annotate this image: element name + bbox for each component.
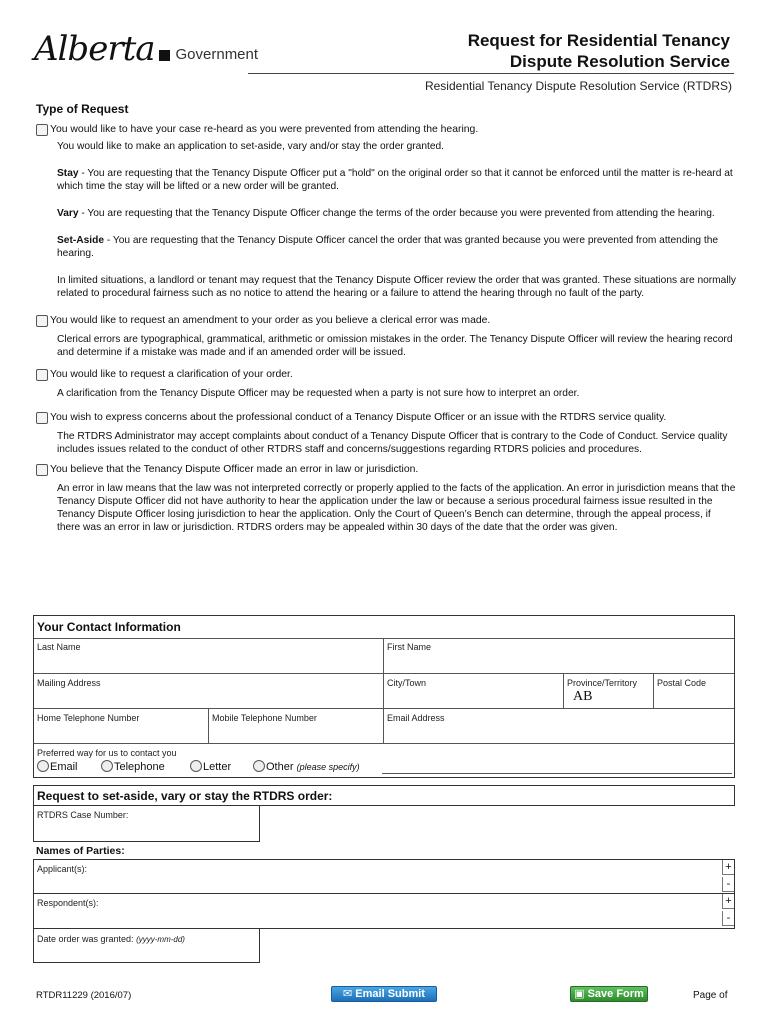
alberta-logo [34,29,259,69]
clarification-paragraph: A clarification from the Tenancy Dispute Officer may be requested when a party is not sure how to interpret an order. [57,388,580,399]
save-form-button[interactable]: ▣ Save Form [570,986,648,1002]
home-telephone-label: Home Telephone Number [37,713,140,723]
setaside-text: - You are requesting that the Tenancy Dispute Officer cancel the order that was granted because you were prevented from attending the hearing. [57,235,719,259]
clarification-checkbox[interactable] [36,369,48,381]
form-title-line1: Request for Residential Tenancy [467,31,730,50]
logo-wordmark: Alberta [34,29,155,69]
type-of-request-section [36,103,736,534]
other-radio[interactable] [253,760,265,772]
form-subtitle: Residential Tenancy Dispute Resolution Service (RTDRS) [424,79,732,93]
mobile-telephone-field[interactable] [209,709,384,744]
province-value: AB [573,689,593,704]
city-town-field[interactable] [384,674,564,709]
vary-paragraph [57,207,736,220]
type-of-request-heading: Type of Request [36,102,129,116]
case-number-label: RTDRS Case Number: [37,810,129,820]
first-name-label: First Name [387,642,432,652]
city-town-label: City/Town [387,678,427,688]
stay-paragraph [57,167,736,193]
amendment-paragraph: Clerical errors are typographical, grammatical, arithmetic or omission mistakes in the order. The Tenancy Dispute Officer will review the hearing record and determine if a mistake was made and if an amended order will be issued. [57,334,733,358]
option-amendment-label: You would like to request an amendment to your order as you believe a clerical error was made. [50,315,491,326]
applicants-label: Applicant(s): [37,864,88,874]
contact-option-letter[interactable] [190,760,231,773]
setaside-heading-box [33,785,735,806]
other-specify-input[interactable] [382,773,732,774]
case-number-field[interactable] [33,806,260,842]
page-number: Page of [693,990,728,1001]
form-title [468,30,730,72]
form-title-line2: Dispute Resolution Service [509,52,730,71]
date-granted-label: Date order was granted: [37,934,134,944]
logo-government-label: Government [175,46,259,63]
limited-situations-paragraph: In limited situations, a landlord or tenant may request that the Tenancy Dispute Officer review the order that was granted. These situations are normally related to procedural fairness such as no notice to attend the hearing or a failure to attend the hearing through no fault of the party. [57,275,736,299]
other-option-note: (please specify) [296,762,360,772]
logo-mark-icon [159,50,170,61]
stay-text: - You are requesting that the Tenancy Dispute Officer put a "hold" on the original order so that it cannot be enforced until the matter is re-heard at which time the stay will be lifted or a new order will be granted. [57,168,733,192]
add-respondent-button[interactable]: + [722,894,734,909]
option-rehear[interactable] [36,123,736,136]
contact-option-telephone[interactable] [101,760,165,773]
date-format-hint: (yyyy-mm-dd) [136,935,185,944]
mailing-address-field[interactable] [34,674,384,709]
email-submit-button[interactable]: ✉ Email Submit [331,986,437,1002]
option-amendment[interactable] [36,314,736,327]
remove-respondent-button[interactable]: - [722,911,734,926]
vary-term: Vary [57,208,79,219]
date-granted-label-wrap [37,934,185,944]
form-code: RTDR11229 (2016/07) [36,990,132,1001]
error-in-law-paragraph: An error in law means that the law was not interpreted correctly or properly applied to the facts of the application. An error in jurisdiction means that the Tenancy Dispute Officer did not have authority to hear the application under the law or because a serious procedural fairness issue resulted in the Tenancy Dispute Officer losing jurisdiction to hear the application. Only the Court of Queen’s Bench can determine, through the appeal process, if there was an error in law or jurisdiction. RTDRS orders may be appealed within 30 days of the date that the order was given. [57,483,736,533]
postal-code-field[interactable] [654,674,734,709]
option-clarification[interactable] [36,368,736,381]
respondents-label: Respondent(s): [37,898,99,908]
page-header [0,0,770,96]
telephone-radio[interactable] [101,760,113,772]
email-radio[interactable] [37,760,49,772]
stay-term: Stay [57,168,79,179]
concerns-checkbox[interactable] [36,412,48,424]
option-concerns[interactable] [36,411,736,424]
email-address-field[interactable] [384,709,734,744]
letter-option-label: Letter [203,761,232,773]
setaside-heading: Request to set-aside, vary or stay the RTDRS order: [37,789,333,803]
email-option-label: Email [50,761,78,773]
option-clarification-label: You would like to request a clarification of your order. [50,369,293,380]
contact-option-email[interactable] [37,760,78,773]
first-name-field[interactable] [384,638,734,674]
add-applicant-button[interactable]: + [722,860,734,875]
mobile-telephone-label: Mobile Telephone Number [212,713,317,723]
option-rehear-label: You would like to have your case re-heard as you were prevented from attending the hearing. [50,124,479,135]
telephone-option-label: Telephone [114,761,165,773]
option-concerns-label: You wish to express concerns about the professional conduct of a Tenancy Dispute Officer or an issue with the RTDRS service quality. [50,412,667,423]
contact-option-other[interactable] [253,760,360,773]
preferred-contact-label: Preferred way for us to contact you [37,748,177,758]
rehear-checkbox[interactable] [36,124,48,136]
province-field[interactable] [564,674,654,709]
option-error-in-law-label: You believe that the Tenancy Dispute Officer made an error in law or jurisdiction. [50,464,419,475]
mailing-address-label: Mailing Address [37,678,101,688]
rehear-subtext: You would like to make an application to set-aside, vary and/or stay the order granted. [57,141,444,152]
letter-radio[interactable] [190,760,202,772]
concerns-paragraph: The RTDRS Administrator may accept complaints about conduct of a Tenancy Dispute Officer that is contrary to the Code of Conduct. Service quality includes issues related to the conduct of other RTDRS staff and concerns/suggestions regarding RTDRS policies and procedures. [57,431,728,455]
applicants-field[interactable] [33,859,735,894]
home-telephone-field[interactable] [34,709,209,744]
last-name-field[interactable] [34,638,384,674]
contact-heading: Your Contact Information [37,620,181,634]
email-address-label: Email Address [387,713,445,723]
date-granted-field[interactable] [33,929,260,963]
remove-applicant-button[interactable]: - [722,877,734,892]
last-name-label: Last Name [37,642,81,652]
title-divider [248,73,734,74]
error-in-law-checkbox[interactable] [36,464,48,476]
contact-information-box [33,615,735,778]
respondents-field[interactable] [33,894,735,929]
option-error-in-law[interactable] [36,463,736,476]
province-label: Province/Territory [567,678,638,688]
setaside-term: Set-Aside [57,235,104,246]
vary-text: - You are requesting that the Tenancy Dispute Officer change the terms of the order because you were prevented from attending the hearing. [78,208,715,219]
postal-code-label: Postal Code [657,678,707,688]
amendment-checkbox[interactable] [36,315,48,327]
setaside-paragraph [57,234,736,260]
other-option-label: Other [266,761,294,773]
names-of-parties-heading: Names of Parties: [36,845,125,857]
